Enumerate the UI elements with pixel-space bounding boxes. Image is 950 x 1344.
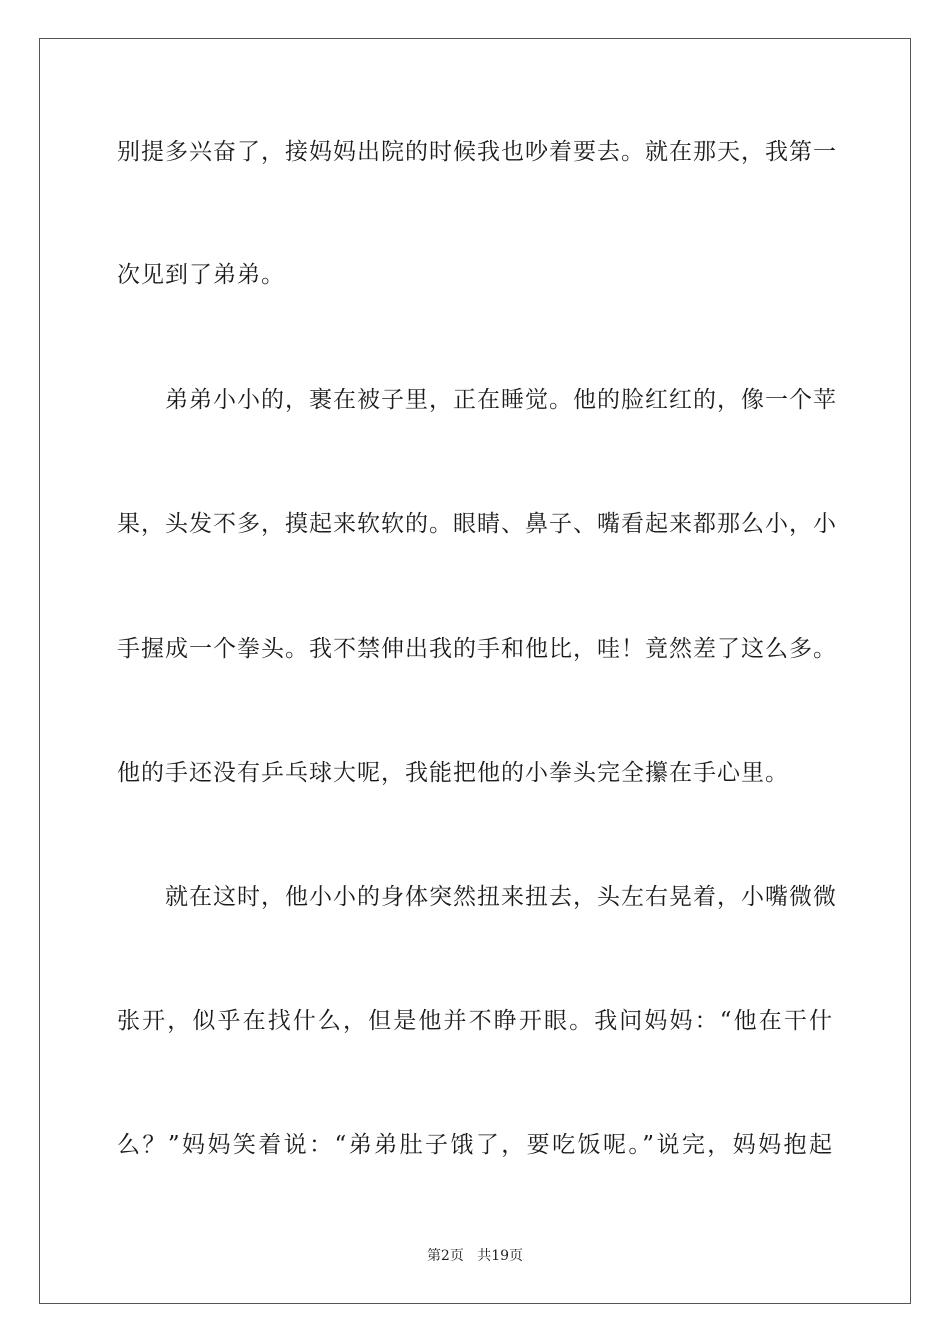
body-line-1: 别提多兴奋了，接妈妈出院的时候我也吵着要去。就在那天，我第一 bbox=[117, 139, 837, 165]
body-line-3: 弟弟小小的，裹在被子里，正在睡觉。他的脸红红的，像一个苹 bbox=[165, 387, 837, 413]
page-footer bbox=[0, 1247, 950, 1265]
page-number: 第2页 bbox=[426, 1248, 464, 1264]
total-pages: 共19页 bbox=[477, 1248, 524, 1264]
body-line-2: 次见到了弟弟。 bbox=[117, 262, 285, 288]
body-line-9: 么？”妈妈笑着说：“弟弟肚子饿了，要吃饭呢。”说完，妈妈抱起 bbox=[117, 1132, 833, 1158]
body-line-5: 手握成一个拳头。我不禁伸出我的手和他比，哇！竟然差了这么多。 bbox=[117, 636, 837, 662]
body-line-6: 他的手还没有乒乓球大呢，我能把他的小拳头完全攥在手心里。 bbox=[117, 760, 789, 786]
body-line-7: 就在这时，他小小的身体突然扭来扭去，头左右晃着，小嘴微微 bbox=[165, 884, 837, 910]
page-border bbox=[39, 38, 911, 1304]
body-line-8: 张开，似乎在找什么，但是他并不睁开眼。我问妈妈：“他在干什 bbox=[117, 1008, 833, 1034]
body-line-4: 果，头发不多，摸起来软软的。眼睛、鼻子、嘴看起来都那么小，小 bbox=[117, 511, 837, 537]
